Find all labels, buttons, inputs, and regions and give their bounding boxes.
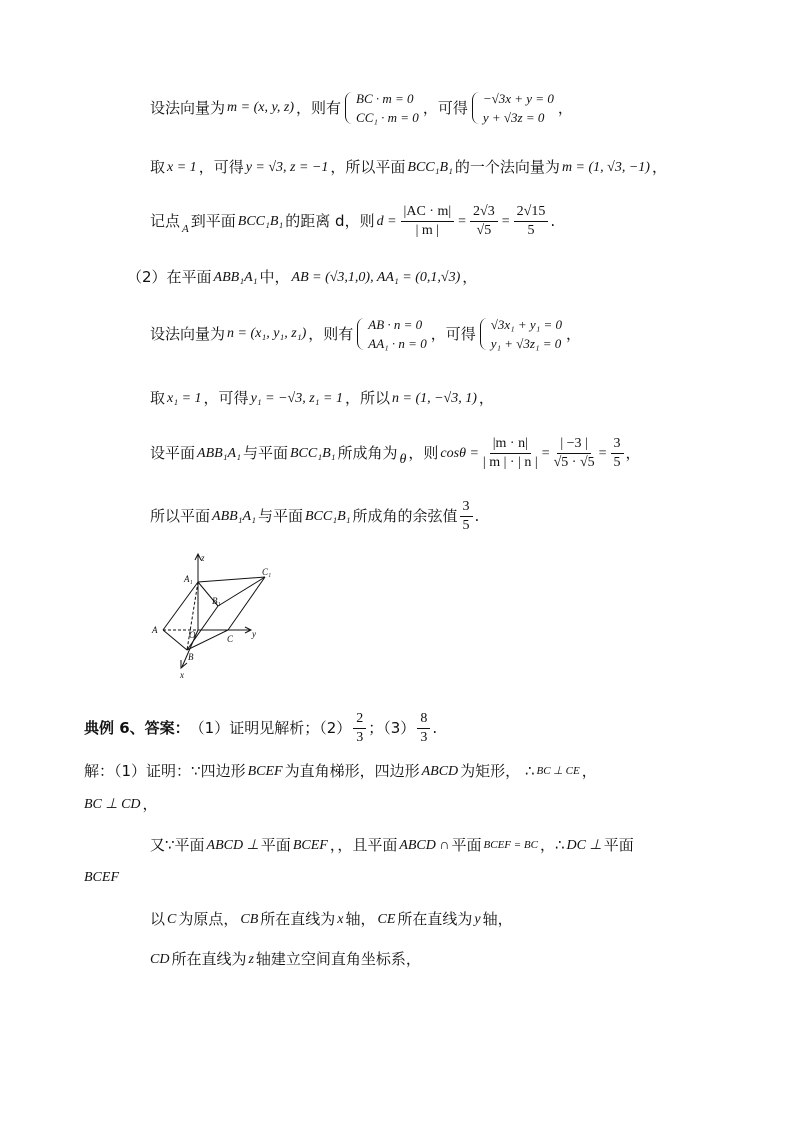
equation-system — [345, 92, 419, 124]
text: ， — [581, 762, 597, 780]
edge-B-B1 — [187, 606, 218, 650]
math: y = √3, z = −1 — [245, 159, 329, 175]
label-C: C — [227, 634, 234, 644]
label-B: B — [188, 652, 194, 662]
text: 为矩形， ∴ — [460, 762, 535, 780]
text: 为原点， — [178, 910, 239, 928]
math: cosθ = — [440, 445, 479, 461]
text: ，则有 — [296, 98, 342, 117]
text: ，可得 — [203, 389, 249, 407]
text: ， — [651, 158, 667, 176]
math: y — [474, 911, 481, 927]
label-x: x — [180, 670, 184, 680]
math: = — [501, 213, 510, 229]
edge-B1-C1 — [218, 577, 265, 606]
math: n = (1, −√3, 1) — [392, 390, 477, 406]
edge-A-A1 — [163, 582, 198, 630]
line-5 — [150, 318, 581, 350]
denominator: 5 — [613, 455, 621, 470]
numerator: |AC · m| — [401, 205, 455, 222]
math: C — [167, 911, 177, 927]
fraction — [401, 205, 455, 238]
label-C1: C₁ — [262, 567, 272, 577]
line-10 — [84, 764, 597, 779]
text: ， — [478, 389, 494, 407]
denominator: 3 — [420, 730, 428, 745]
text: ， — [625, 444, 641, 462]
label-A1: A₁ — [184, 574, 193, 584]
math: BCC₁B₁ — [289, 445, 336, 461]
denominator: 5 — [527, 223, 535, 238]
text: 到平面 — [190, 212, 236, 230]
text: 中， — [259, 268, 290, 286]
text: 取 — [150, 158, 166, 176]
math: y₁ = −√3, z₁ = 1 — [250, 390, 343, 406]
equation: −√3x + y = 0 — [482, 91, 554, 106]
text: 所成角为 — [337, 444, 398, 462]
text: 解：（1）证明：∵四边形 — [84, 762, 246, 780]
fraction — [353, 712, 366, 745]
text: ，则 — [408, 444, 439, 462]
math: m = (x, y, z) — [227, 100, 295, 115]
text: 设平面 — [150, 444, 196, 462]
math: ABB₁A₁ — [197, 445, 241, 461]
line-8 — [150, 500, 479, 533]
math: CB — [240, 911, 259, 927]
math: z — [248, 951, 254, 967]
math: = — [541, 445, 550, 461]
text: 平面 — [260, 836, 291, 854]
text: 设法向量为 — [150, 324, 226, 343]
label-z: z — [201, 553, 205, 563]
text: 平面 — [603, 836, 634, 854]
math: n = (x₁, y₁, z₁) — [227, 326, 307, 341]
text: 的距离 d，则 — [285, 212, 375, 230]
text: 所在直线为 — [260, 910, 336, 928]
denominator: | m | — [415, 223, 440, 238]
math: A — [182, 223, 189, 235]
equation: AB · n = 0 — [368, 317, 423, 332]
answer-heading: 典例 6、答案： — [84, 719, 190, 737]
equation: y₁ + √3z₁ = 0 — [490, 336, 562, 351]
math: d = — [376, 213, 397, 229]
text: ， — [142, 795, 158, 813]
denominator: √5 — [476, 223, 492, 238]
fraction — [554, 437, 595, 470]
edge-C-C1 — [228, 577, 265, 630]
line-2 — [150, 160, 667, 175]
text: ， — [557, 98, 573, 117]
math: BCC₁B₁ — [407, 159, 453, 175]
text: 所成角的余弦值 — [352, 507, 458, 525]
math: m = (1, √3, −1) — [561, 159, 650, 175]
text: 所在直线为 — [397, 910, 473, 928]
text: ；（3） — [368, 719, 416, 737]
math: ABCD ⊥ — [206, 837, 259, 853]
math: DC ⊥ — [566, 837, 602, 853]
numerator: 2 — [353, 712, 366, 729]
text: ，可得 — [430, 324, 476, 343]
text: 取 — [150, 389, 166, 407]
text: 所在直线为 — [171, 950, 247, 968]
equation: BC · m = 0 — [356, 91, 414, 106]
text: ，可得 — [422, 98, 468, 117]
text: 与平面 — [257, 507, 303, 525]
denominator: | m | · | n | — [482, 455, 538, 470]
math: x — [337, 911, 344, 927]
line-4 — [127, 270, 477, 285]
label-B1: B₁ — [212, 596, 221, 606]
fraction — [483, 437, 538, 470]
fraction — [470, 205, 498, 238]
text: 以 — [150, 910, 166, 928]
text: 轴建立空间直角坐标系， — [255, 950, 421, 968]
math: CD — [150, 951, 170, 967]
line-11 — [84, 797, 158, 812]
text: 所以平面 — [150, 507, 211, 525]
fraction — [460, 500, 473, 533]
numerator: 3 — [611, 437, 624, 454]
text: 设法向量为 — [150, 98, 226, 117]
brace-icon — [345, 92, 353, 124]
text: ， — [462, 268, 478, 286]
denominator: 5 — [462, 518, 470, 533]
brace-icon — [472, 92, 480, 124]
numerator: | −3 | — [557, 437, 591, 454]
line-14 — [150, 912, 513, 927]
label-A: A — [152, 625, 158, 635]
text: 又∵平面 — [150, 836, 205, 854]
math: BCEF — [247, 763, 283, 779]
text: . — [550, 212, 556, 230]
fraction — [514, 205, 549, 238]
math: BCC₁B₁ — [237, 213, 284, 229]
denominator: √5 · √5 — [553, 455, 595, 470]
text: 轴， — [345, 910, 376, 928]
text: ，可得 — [198, 158, 244, 176]
equation: AA₁ · n = 0 — [368, 336, 427, 351]
fraction — [417, 712, 430, 745]
label-y: y — [252, 629, 256, 639]
line-7 — [150, 437, 641, 470]
math: BCEF = BC — [483, 839, 538, 851]
text: ，，且平面 — [329, 836, 398, 854]
numerator: 2√15 — [514, 205, 549, 222]
numerator: |m · n| — [490, 437, 531, 454]
text: ，所以 — [344, 389, 390, 407]
math: x = 1 — [167, 159, 197, 175]
equation: CC₁ · m = 0 — [356, 110, 419, 125]
math: ABCD — [421, 763, 459, 779]
math: = — [458, 213, 467, 229]
brace-icon — [357, 318, 365, 350]
label-O: O — [189, 630, 196, 640]
line-12 — [150, 838, 634, 853]
math: ABB₁A₁ — [212, 508, 256, 524]
math: ABCD ∩ — [399, 837, 450, 853]
equation-system — [480, 318, 562, 350]
line-6 — [150, 391, 494, 406]
math: BCEF — [292, 837, 328, 853]
equation-system — [472, 92, 554, 124]
text: ，所以平面 — [330, 158, 406, 176]
math: x₁ = 1 — [167, 390, 202, 406]
text: 轴， — [482, 910, 513, 928]
text: 与平面 — [242, 444, 288, 462]
text: 为直角梯形，四边形 — [284, 762, 420, 780]
math: ABB₁A₁ — [213, 269, 258, 285]
math: θ — [399, 451, 407, 467]
text: （2）在平面 — [127, 268, 212, 286]
numerator: 3 — [460, 500, 473, 517]
text: . — [474, 507, 480, 525]
numerator: 2√3 — [470, 205, 498, 222]
line-13 — [84, 871, 121, 885]
equation: √3x₁ + y₁ = 0 — [490, 317, 562, 332]
fraction — [611, 437, 624, 470]
math: = — [598, 445, 607, 461]
text: 记点 — [150, 212, 181, 230]
text: 平面 — [451, 836, 482, 854]
math: BC ⊥ CD — [84, 796, 141, 812]
brace-icon — [480, 318, 488, 350]
prism-figure — [150, 552, 280, 682]
line-15 — [150, 952, 421, 967]
math: BCEF — [84, 870, 119, 885]
text: . — [432, 719, 438, 737]
edge-A1-C1 — [198, 577, 265, 582]
math: CE — [377, 911, 396, 927]
line-3 — [150, 205, 555, 238]
equation-system — [357, 318, 426, 350]
numerator: 8 — [417, 712, 430, 729]
edge-A-B — [163, 630, 187, 650]
text: ，则有 — [308, 324, 354, 343]
text: ，∴ — [540, 836, 565, 854]
math: BC ⊥ CE — [536, 765, 580, 777]
text: ， — [566, 324, 582, 343]
math: AB = (√3,1,0), AA₁ = (0,1,√3) — [291, 269, 461, 285]
text: （1）证明见解析；（2） — [189, 719, 352, 737]
equation: y + √3z = 0 — [482, 110, 545, 125]
line-1 — [150, 92, 573, 124]
math: BCC₁B₁ — [304, 508, 351, 524]
line-9 — [84, 712, 437, 745]
denominator: 3 — [356, 730, 364, 745]
text: 的一个法向量为 — [454, 158, 560, 176]
